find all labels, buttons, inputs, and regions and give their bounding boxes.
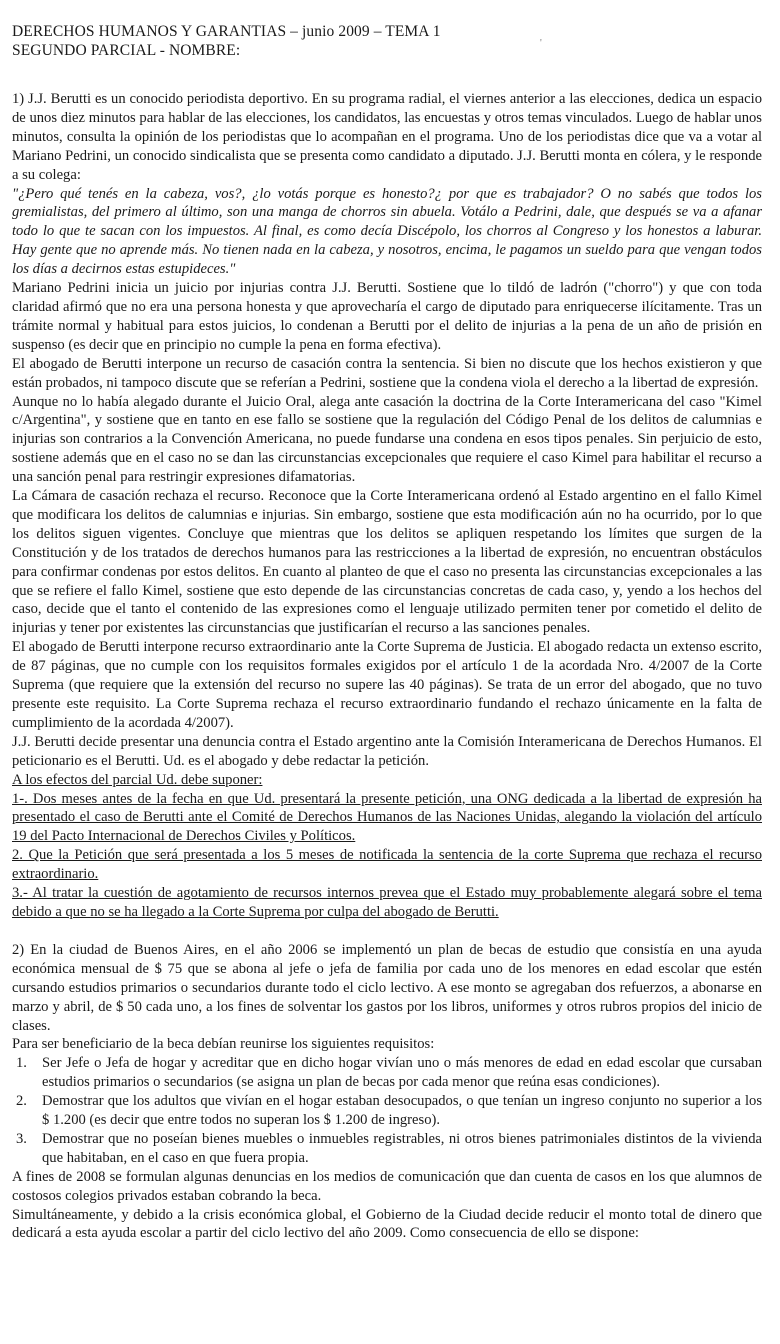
list-text: Demostrar que los adultos que vivían en el hogar estaban desocupados, o que tenían un ingreso conjunto no superior a los $ 1.200 (es decir que entre todos no superan los $ 1.200 de ingreso). (42, 1093, 762, 1129)
q2-requirements-list (12, 1054, 762, 1167)
q1-extraordinary-appeal: El abogado de Berutti interpone recurso extraordinario ante la Corte Suprema de Justicia. El abogado redacta un extenso escrito, de 87 páginas, que no cumple con los requisitos formales exigidos por el artículo 1 de la acordada Nro. 4/2007 de la Corte Suprema (que requiere que la extensión del recurso no supere las 40 páginas). Se trata de un error del abogado, que no tuvo presente este requisito. La Corte Suprema rechaza el recurso extraordinario fundando el rechazo únicamente en la falta de cumplimiento de la acordada 4/2007). (12, 639, 762, 731)
list-number: 3. (16, 1130, 27, 1147)
q2-intro: 2) En la ciudad de Buenos Aires, en el año 2006 se implementó un plan de becas de estudio que consistía en una ayuda económica mensual de $ 75 que se abona al jefe o jefa de familia por cada uno de los menores en edad escolar que estén cursando estudios primarios o secundarios durante todo el ciclo lectivo. A ese monto se agregaban dos refuerzos, a abonarse en marzo y abril, de $ 50 cada uno, a los fines de solventar los gastos por los libros, uniformes y otros rubros propios del inicio de clases. (12, 941, 762, 1034)
list-item (16, 1054, 762, 1092)
list-text: Demostrar que no poseían bienes muebles o inmuebles registrables, ni otros bienes patrimoniales distintos de la vivienda que habitaban, en el caso en que fuera propia. (42, 1130, 762, 1166)
q1-quote: "¿Pero qué tenés en la cabeza, vos?, ¿lo votás porque es honesto?¿ por que es trabajador? O no sabés que todos los gremialistas, del primero al último, son una manga de chorros sin abuela. Votálo a Pedrini, dale, que después se va a afanar todo lo que te sacan con los impuestos. Al final, es como decía Discépolo, los chorros al Congreso y los honestos a laburar. Hay gente que no aprende más. No tienen nada en la cabeza, y nosotros, encima, le pagamos un sueldo para que vengan todos los días a decirnos estas estupideces." (12, 185, 762, 278)
page-mark: ' (540, 38, 542, 49)
question-2 (12, 941, 762, 1244)
q1-casacion-ruling: La Cámara de casación rechaza el recurso. Reconoce que la Corte Interamericana ordenó al Estado argentino en el fallo Kimel que modificara los delitos de calumnias e injurias. Sin embargo, sostiene que esta modificación aún no ha ocurrido, por lo que los delitos siguen vigentes. Concluye que mientras que los delitos se apliquen respetando los límites que surgen de la Constitución y de los tratados de derechos humanos para las restricciones a la libertad de expresión, no encuentran obstáculos para confirmar condenas por estos delitos. En cuanto al planteo de que el caso no presenta las circunstancias excepcionales a las que se refiere el fallo Kimel, sostiene que esto depende de las circunstancias concretas de cada caso, y, yendo a los hechos del caso, decide que el tanto el contenido de las expresiones como el lenguaje utilizado permiten tener por cometido el delito de injurias y tener por existentes las circunstancias que justificarían el recurso a las sanciones penales. (12, 488, 762, 637)
list-number: 1. (16, 1055, 27, 1072)
list-item (16, 1130, 762, 1168)
q1-assumption-1: 1-. Dos meses antes de la fecha en que Ud. presentará la presente petición, una ONG dedicada a la libertad de expresión ha presentado el caso de Berutti ante el Comité de Derechos Humanos de las Naciones Unidas, alegando la violación del artículo 19 del Pacto Internacional de Derechos Civiles y Políticos. (12, 790, 762, 845)
q1-intro: 1) J.J. Berutti es un conocido periodista deportivo. En su programa radial, el viernes anterior a las elecciones, dedica un espacio de unos diez minutos para hablar de las elecciones, los candidatos, las encuestas y otros temas vinculados. Luego de hablar unos minutos, consulta la opinión de los periodistas que lo acompañan en el programa. Uno de los periodistas dice que va a votar al Mariano Pedrini, un conocido sindicalista que se presenta como candidato a diputado. J.J. Berutti monta en cólera, y le responde a su colega: (12, 91, 762, 183)
q1-kimel-argument: Aunque no lo había alegado durante el Juicio Oral, alega ante casación la doctrina de la Corte Interamericana del caso "Kimel c/Argentina", y sostiene que en tanto en ese fallo se sostiene que la regulación del Código Penal de los delitos de calumnias e injurias son contrarios a la Convención Americana, no puede fundarse una condena en esos tipos penales. Sin perjuicio de esto, sostiene además que en el caso no se dan las circunstancias excepcionales que requiere el caso Kimel para habilitar el recurso a una sanción penal para restringir expresiones difamatorias. (12, 393, 762, 486)
q2-budget-cut: Simultáneamente, y debido a la crisis económica global, el Gobierno de la Ciudad decide reducir el monto total de dinero que dedicará a esta ayuda escolar a partir del ciclo lectivo del año 2009. Como consecuencia de ello se dispone: (12, 1206, 762, 1242)
q2-requirements-heading: Para ser beneficiario de la beca debían reunirse los siguientes requisitos: (12, 1036, 435, 1053)
q1-petition: J.J. Berutti decide presentar una denuncia contra el Estado argentino ante la Comisión Interamericana de Derechos Humanos. El peticionario es el Berutti. Ud. es el abogado y debe redactar la petición. (12, 733, 762, 769)
exam-header (12, 22, 762, 60)
section-gap (12, 922, 762, 941)
q1-lawsuit: Mariano Pedrini inicia un juicio por injurias contra J.J. Berutti. Sostiene que lo tildó de ladrón ("chorro") y que con toda claridad afirmó que no era una persona honesta y que aprovecharía el cargo de diputado para enriquecerse ilícitamente. Tras un trámite normal y habitual para estos juicios, lo condenan a Berutti por el delito de injurias a la pena de un año de prisión en suspenso (es decir que en principio no cumple la pena en forma efectiva). (12, 280, 762, 353)
q2-complaints: A fines de 2008 se formulan algunas denuncias en los medios de comunicación que dan cuenta de casos en los que alumnos de costosos colegios privados estaban cobrando la beca. (12, 1168, 762, 1204)
q1-assumption-2: 2. Que la Petición que será presentada a los 5 meses de notificada la sentencia de la corte Suprema que rechaza el recurso extraordinario. (12, 847, 762, 883)
q1-assumptions-heading: A los efectos del parcial Ud. debe suponer: (12, 771, 263, 788)
list-item (16, 1092, 762, 1130)
q1-assumption-3: 3.- Al tratar la cuestión de agotamiento de recursos internos prevea que el Estado muy probablemente alegará sobre el tema debido a que no se ha llegado a la Corte Suprema por culpa del abogado de Berutti. (12, 885, 762, 920)
header-name-line: SEGUNDO PARCIAL - NOMBRE: (12, 42, 241, 59)
q1-casacion-appeal: El abogado de Berutti interpone un recurso de casación contra la sentencia. Si bien no discute que los hechos existieron y que están probados, ni tampoco discute que se referían a Pedrini, sostiene que la condena viola el derecho a la libertad de expresión. (12, 355, 762, 391)
exam-body (12, 90, 762, 1243)
list-number: 2. (16, 1093, 27, 1110)
list-text: Ser Jefe o Jefa de hogar y acreditar que en dicho hogar vivían uno o más menores de edad en edad escolar que cursaban estudios primarios o secundarios (se asigna un plan de becas por cada menor que reúna esas condiciones). (42, 1055, 762, 1091)
question-1 (12, 90, 762, 922)
header-title: DERECHOS HUMANOS Y GARANTIAS – junio 2009 – TEMA 1 (12, 23, 441, 40)
